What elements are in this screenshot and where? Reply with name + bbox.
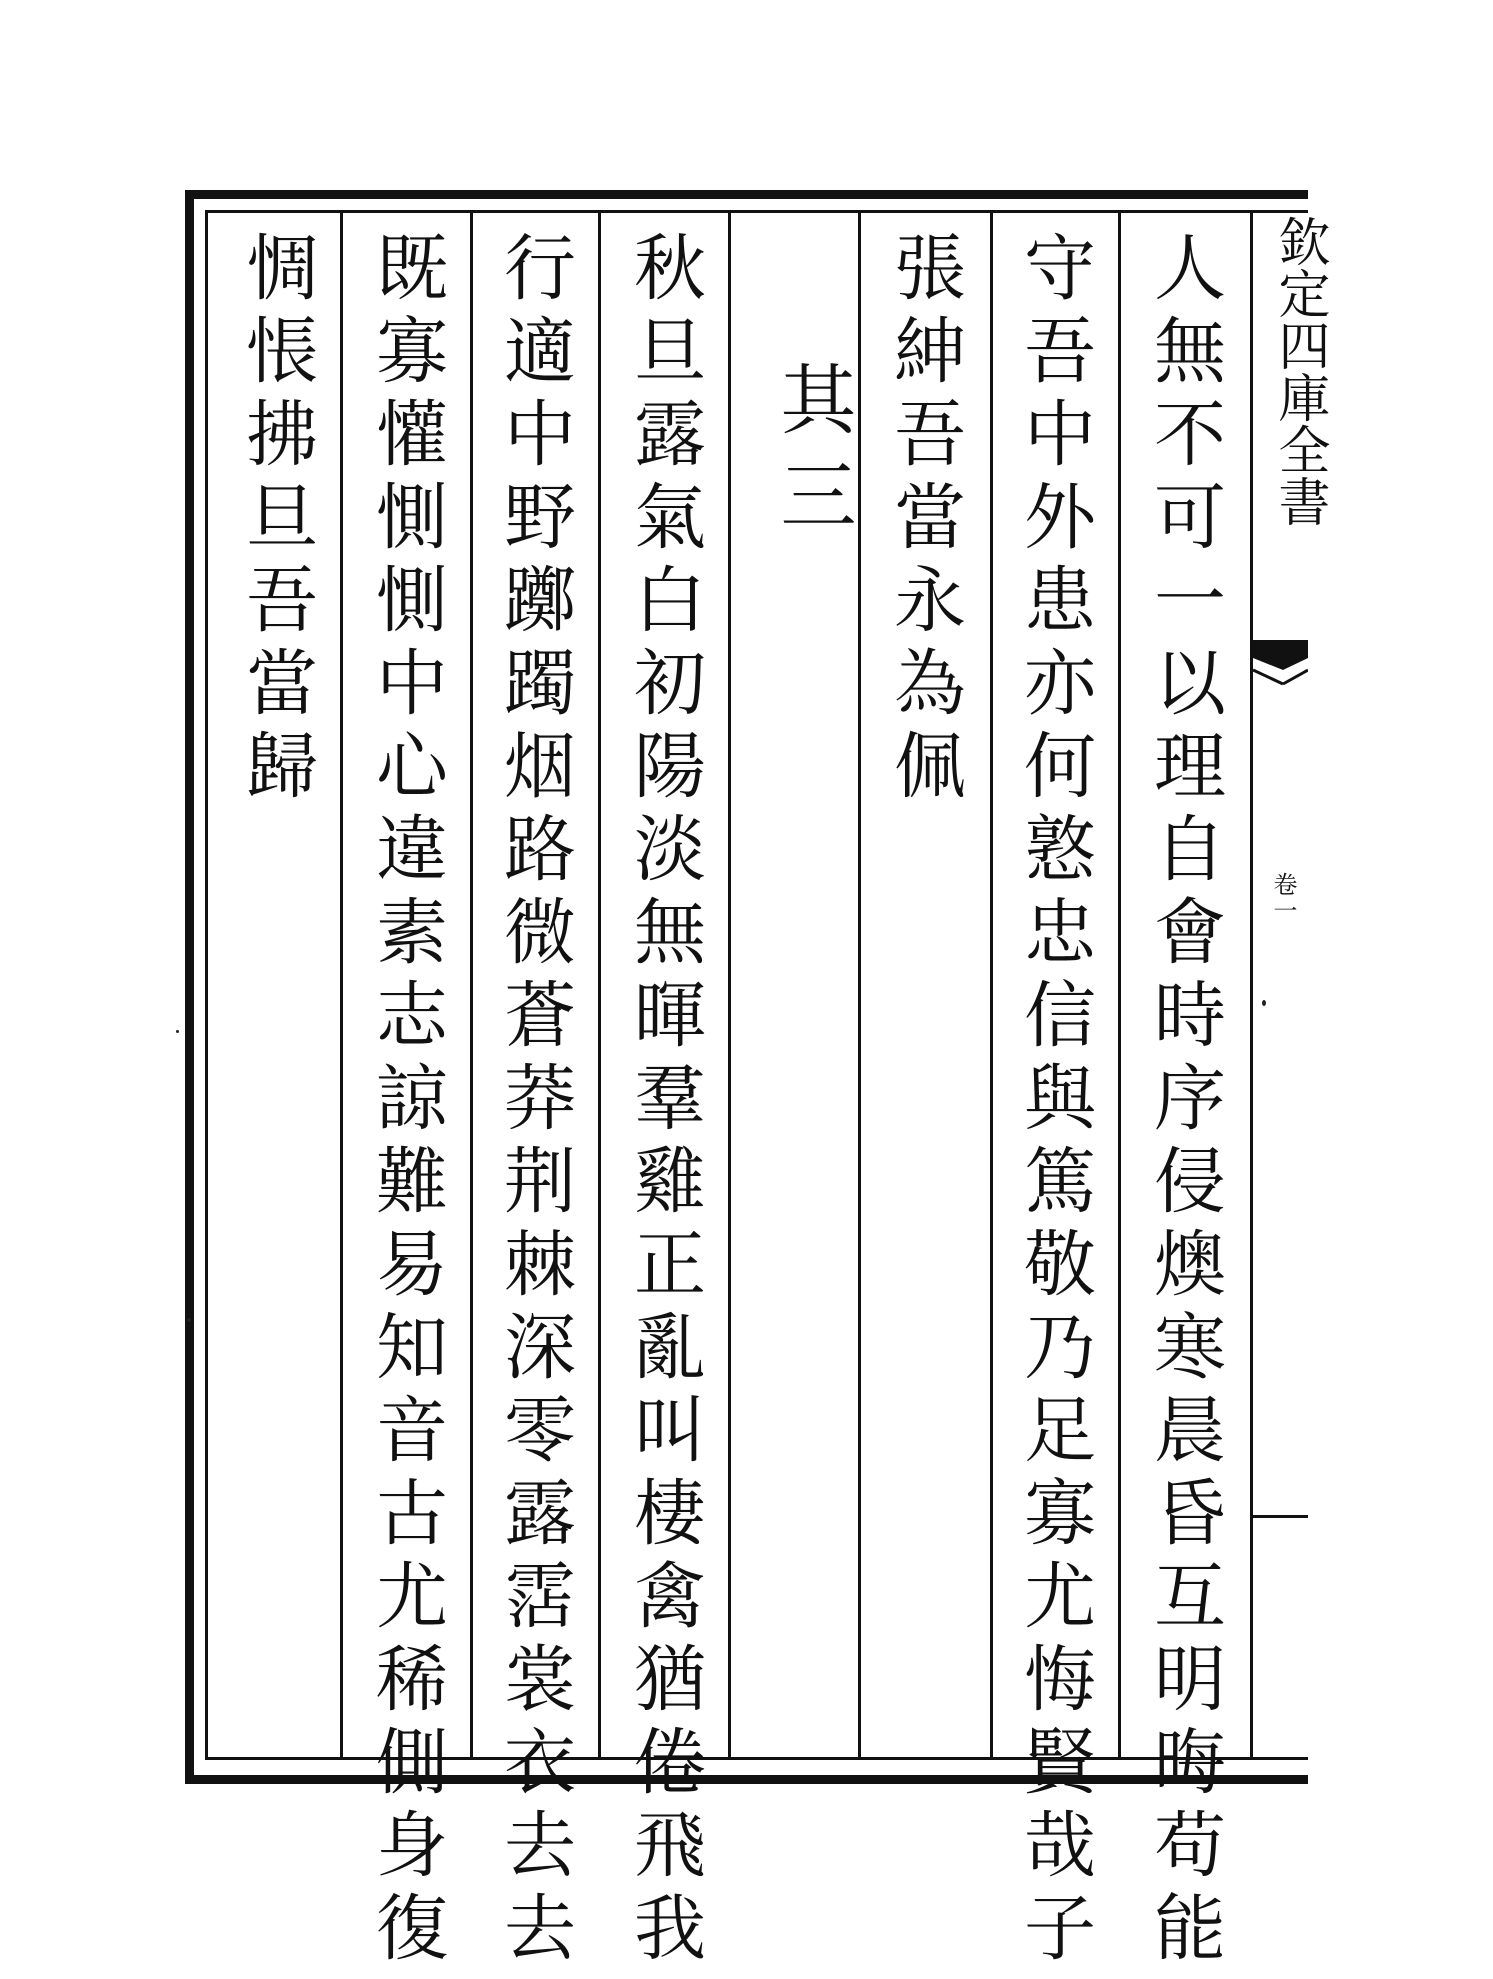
- outer-frame-left: [185, 190, 194, 1784]
- ink-speck: [187, 1318, 191, 1322]
- outer-frame-bottom: [185, 1775, 1308, 1784]
- outer-frame-top: [185, 190, 1308, 199]
- column-rule: [728, 212, 731, 1758]
- text-column: 行適中野躑躅烟路微蒼莽荆棘深零露霑裳衣去去: [492, 230, 576, 1973]
- fish-tail-ornament: [1253, 640, 1308, 690]
- volume-label: 卷一: [1269, 872, 1297, 924]
- margin-rule: [1250, 212, 1253, 1758]
- text-column: 守吾中外患亦何憝忠信與篤敬乃足寡尤悔賢哉子: [1012, 230, 1096, 1973]
- column-rule: [470, 212, 473, 1758]
- column-rule: [598, 212, 601, 1758]
- column-rule: [340, 212, 343, 1758]
- inner-frame-left: [205, 210, 208, 1760]
- text-column: 張紳吾當永為佩: [882, 230, 966, 811]
- book-title: 欽定四庫全書: [1269, 215, 1329, 527]
- margin-divider: [1253, 1515, 1308, 1518]
- text-column: 秋旦露氣白初陽淡無暉羣雞正亂叫棲禽猶倦飛我: [622, 230, 706, 1973]
- column-rule: [1118, 212, 1121, 1758]
- text-column: 惆悵拂旦吾當歸: [234, 230, 318, 811]
- poem-heading: 其三: [768, 360, 857, 552]
- column-rule: [990, 212, 993, 1758]
- text-column: 人無不可一以理自會時序侵燠寒晨昏互明晦苟能: [1142, 230, 1226, 1973]
- ink-speck: [176, 1030, 179, 1033]
- text-column: 既寡懽惻惻中心違素志諒難易知音古尤稀側身復: [364, 230, 448, 1973]
- ink-speck: [1262, 1000, 1266, 1006]
- inner-frame-top: [205, 210, 1308, 213]
